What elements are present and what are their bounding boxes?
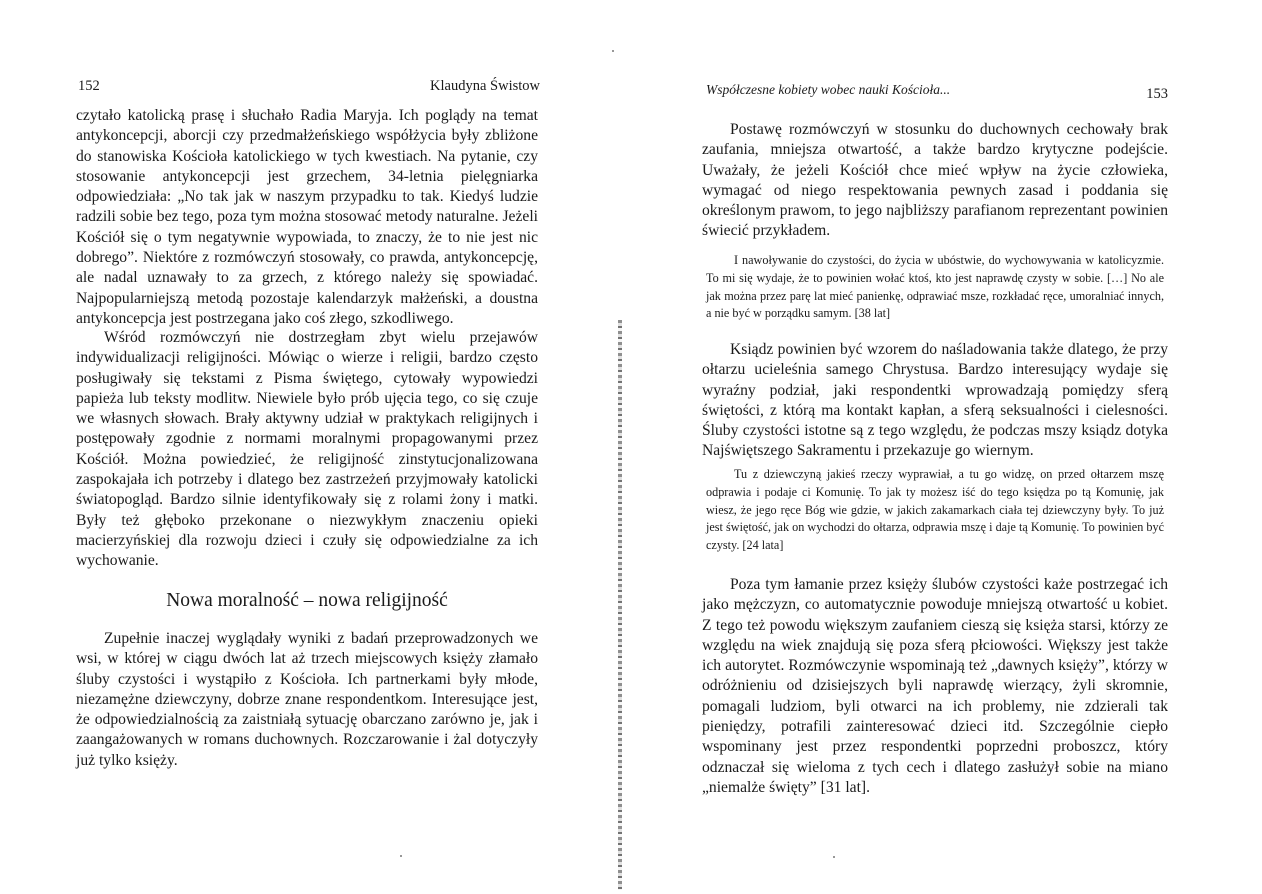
body-paragraph: Postawę rozmówczyń w stosunku do duchownych cechowały brak zaufania, mniejsza otwartość, a także bardzo krytyczne podejście. Uważały, że jeżeli Kościół chce mieć wpływ na życie człowieka, wymagać od niego respektowania pewnych zasad i poddania się określonym prawom, to jego najbliższy parafianom reprezentant powinien świecić przykładem. [702, 121, 1168, 240]
running-head: Klaudyna Świstow [430, 78, 540, 94]
right-page [628, 0, 1262, 894]
running-head: Współczesne kobiety wobec nauki Kościoła... [706, 82, 951, 97]
page-number: 153 [1146, 86, 1168, 102]
body-paragraph: Wśród rozmówczyń nie dostrzegłam zbyt wielu przejawów indywidualizacji religijności. Mówiąc o wierze i religii, bardzo często posługiwały się tekstami z Pisma świętego, cytowały wypowiedzi papieża lub teksty modlitw. Niewiele było prób ujęcia tego, co się czuje we własnych słowach. Brały aktywny udział w praktykach religijnych i postępowały zgodnie z normami moralnymi propagowanymi przez Kościół. Można powiedzieć, że religijność zinstytucjonalizowana zaspokajała ich potrzeby i dlatego bez zastrzeżeń przyjmowały katolicki światopogląd. Bardzo silnie identyfikowały się z rolami żony i matki. Były też głęboko przekonane o niezwykłym znaczeniu opieki macierzyńskiej dla rozwoju dzieci i czuły się odpowiedzialne za ich wychowanie. [76, 329, 538, 570]
scan-speck [612, 50, 614, 52]
scan-speck [400, 855, 402, 857]
left-page [0, 0, 612, 894]
block-quote: I nawoływanie do czystości, do życia w ubóstwie, do wychowywania w katolicyzmie. To mi się wydaje, że to powinien wołać ktoś, kto jest naprawdę czysty w sobie. […] No ale jak można przez parę lat mieć panienkę, odprawiać msze, rozkładać ręce, umoralniać innych, a nie być w porządku samym. [38 lat] [706, 253, 1164, 321]
body-paragraph: Zupełnie inaczej wyglądały wyniki z badań przeprowadzonych we wsi, w której w ciągu dwóch lat aż trzech miejscowych księży złamało śluby czystości i wystąpiło z Kościoła. Ich partnerkami były młode, niezamężne dziewczyny, dobrze znane respondentkom. Interesujące jest, że odpowiedzialnością za zaistniałą sytuację obarczano zarówno je, jak i zaangażowanych w romans duchownych. Rozczarowanie i żal dotyczyły już tylko księży. [76, 630, 538, 769]
section-heading: Nowa moralność – nowa religijność [166, 590, 448, 611]
body-paragraph: Ksiądz powinien być wzorem do naśladowania także dlatego, że przy ołtarzu ucieleśnia samego Chrystusa. Bardzo interesujący wydaje się wyraźny podział, jaki respondentki wprowadzają pomiędzy sferą świętości, z którą ma kontakt kapłan, a sferą seksualności i cielesności. Śluby czystości istotne są z tego względu, że podczas mszy ksiądz dotyka Najświętszego Sakramentu i przekazuje go wiernym. [702, 341, 1168, 460]
page-number: 152 [78, 78, 100, 94]
body-paragraph: czytało katolicką prasę i słuchało Radia Maryja. Ich poglądy na temat antykoncepcji, aborcji czy przedmałżeńskiego współżycia były zbliżone do stanowiska Kościoła katolickiego w tych kwestiach. Na pytanie, czy stosowanie antykoncepcji jest grzechem, 34-letnia pielęgniarka odpowiedziała: „No tak jak w naszym przypadku to tak. Kiedyś ludzie radzili sobie bez tego, poza tym można stosować metody naturalne. Jeżeli Kościół się o tym negatywnie wypowiada, to znaczy, że to nie jest nic dobrego”. Niektóre z rozmówczyń stosowały, co prawda, antykoncepcję, ale nadal uznawały to za grzech, z którego należy się spowiadać. Najpopularniejszą metodą pozostaje kalendarzyk małżeński, a doustna antykoncepcja jest postrzegana jako coś złego, szkodliwego. [76, 107, 538, 327]
binding-gutter [618, 320, 622, 890]
block-quote: Tu z dziewczyną jakieś rzeczy wyprawiał, a tu go widzę, on przed ołtarzem mszę odprawia i podaje ci Komunię. To jak ty możesz iść do tego księdza po tą Komunię, jak wiesz, że jego ręce Bóg wie gdzie, w jakich zakamarkach ciała tej dziewczyny były. To już jest świętość, jak on wychodzi do ołtarza, odprawia mszę i daje tą Komunię. To powinien być czysty. [24 lata] [706, 467, 1164, 553]
body-paragraph: Poza tym łamanie przez księży ślubów czystości każe postrzegać ich jako mężczyzn, co automatycznie powoduje mniejszą otwartość u kobiet. Z tego też powodu większym zaufaniem cieszą się księża starsi, którzy ze względu na wiek znajdują się poza sferą płciowości. Większy jest także ich autorytet. Rozmówczynie wspominają też „dawnych księży”, którzy w odróżnieniu od dzisiejszych byli naprawdę wierzący, żyli skromnie, pomagali ludziom, byli otwarci na ich problemy, nie zdzierali tak pieniędzy, potrafili zainteresować dzieci itd. Szczególnie ciepło wspominany jest przez respondentki poprzedni proboszcz, który odznaczał się wieloma z tych cech i dlatego zasłużył sobie na miano „niemalże święty” [31 lat]. [702, 576, 1168, 796]
